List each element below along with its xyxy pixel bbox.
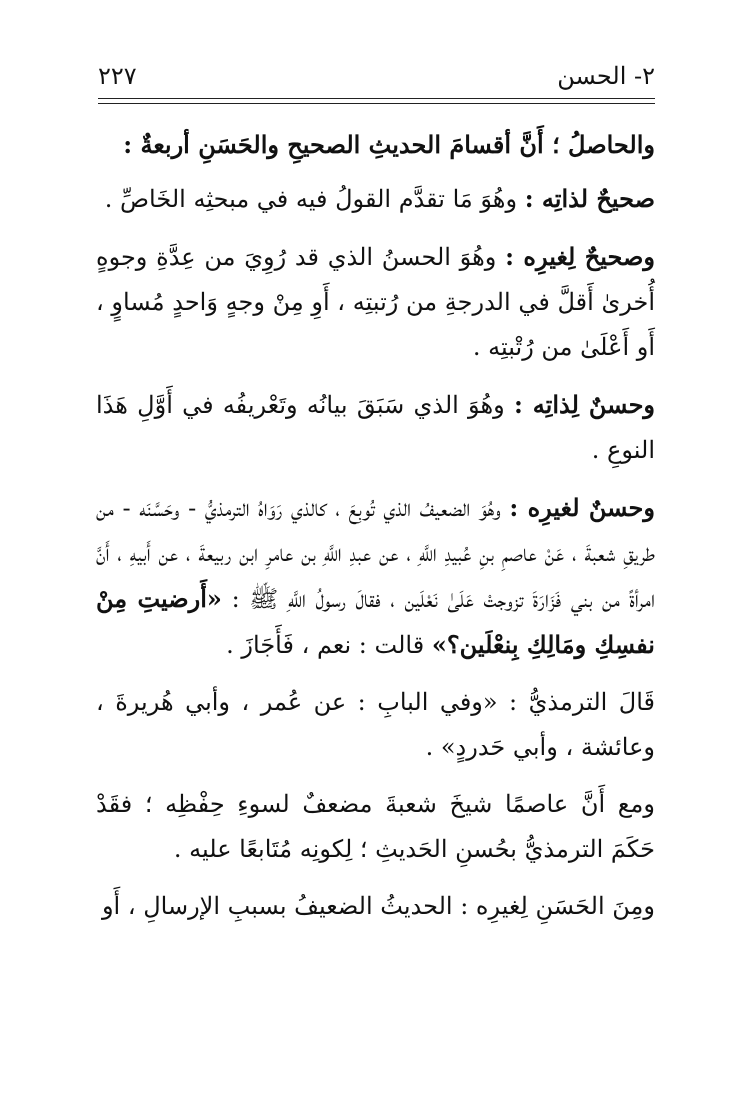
page-number: ٢٢٧ — [98, 62, 137, 90]
header-rule-top — [98, 98, 655, 99]
paragraph-text: وهُوَ الذي سَبَقَ بيانُه وتَعْريفُه في أَوَّلِ هَذَا النوعِ . — [96, 391, 655, 464]
paragraph-text: وهُوَ الحسنُ الذي قد رُوِيَ من عِدَّةِ وجوهٍ أُخرىٰ أَقلَّ في الدرجةِ من رُتبتِه ، أَوِ مِنْ وجهٍ وَاحدٍ مُساوٍ ، أَو أَعْلَىٰ من رُتْبتِه . — [96, 243, 655, 361]
paragraph-text: ومِنَ الحَسَنِ لِغيرِه : الحديثُ الضعيفُ بسببِ الإرسالِ ، أَو — [101, 892, 655, 920]
paragraph-text: قَالَ الترمذيُّ : «وفي البابِ : عن عُمر ، وأبي هُريرةَ ، وعائشة ، وأبي حَدردٍ» . — [96, 688, 655, 761]
paragraph-lead: والحاصلُ ؛ أَنَّ أقسامَ الحديثِ الصحيحِ والحَسَنِ أربعةٌ : — [123, 130, 655, 159]
paragraph-lead: صحيحٌ لذاتِه : — [524, 184, 655, 213]
paragraph-summary — [96, 122, 655, 168]
paragraph-hasan-li-ghayrihi — [96, 485, 655, 668]
hadith-quote: «أَرضيتِ مِنْ نفسِكِ ومَالِكِ بِنعْلَين؟» — [96, 584, 655, 659]
chapter-title: ٢- الحسن — [557, 62, 655, 90]
paragraph-text: ومع أَنَّ عاصمًا شيخَ شعبةَ مضعفٌ لسوءِ حِفْظِه ؛ فقَدْ حَكَمَ الترمذيُّ بحُسنِ الحَديثِ ؛ لِكونِه مُتَابعًا عليه . — [96, 790, 655, 863]
paragraph-tirmidhi-note — [96, 680, 655, 770]
running-header — [98, 60, 655, 100]
header-rule-bottom — [98, 103, 655, 104]
paragraph-text: وهُوَ الضعيفُ الذي تُوبِعَ ، كالذي رَوَاهُ الترمذيُّ - وحَسَّنَه - من طريقِ شعبةَ ، عَنْ عاصمِ بنِ عُبيدِ اللَّهِ ، عن عبدِ اللَّهِ بن عامرِ ابن ربيعةَ ، عن أَبيهِ ، أَنَّ امرأةً من بني فَزَارَةَ تزوجتْ عَلَىٰ نَعْلَين ، فقالَ رسولُ اللَّهِ ﷺ : — [96, 494, 655, 613]
paragraph-text-after: قالت : نعم ، فَأَجَازَ . — [226, 631, 425, 659]
paragraph-asim-note — [96, 782, 655, 872]
paragraph-lead: وصحيحٌ لِغيرِه : — [505, 242, 655, 271]
paragraph-sahih-li-ghayrihi — [96, 234, 655, 370]
paragraph-sahih-li-dhatihi — [96, 176, 655, 222]
paragraph-lead: وحسنٌ لِذاتِه : — [513, 390, 655, 419]
paragraph-hasan-li-dhatihi — [96, 382, 655, 473]
body-text — [96, 122, 655, 941]
paragraph-hasan-mursal — [96, 884, 655, 929]
paragraph-text: وهُوَ مَا تقدَّم القولُ فيه في مبحثِه الخَاصِّ . — [104, 185, 518, 213]
paragraph-lead: وحسنٌ لغيرِه : — [509, 493, 655, 522]
